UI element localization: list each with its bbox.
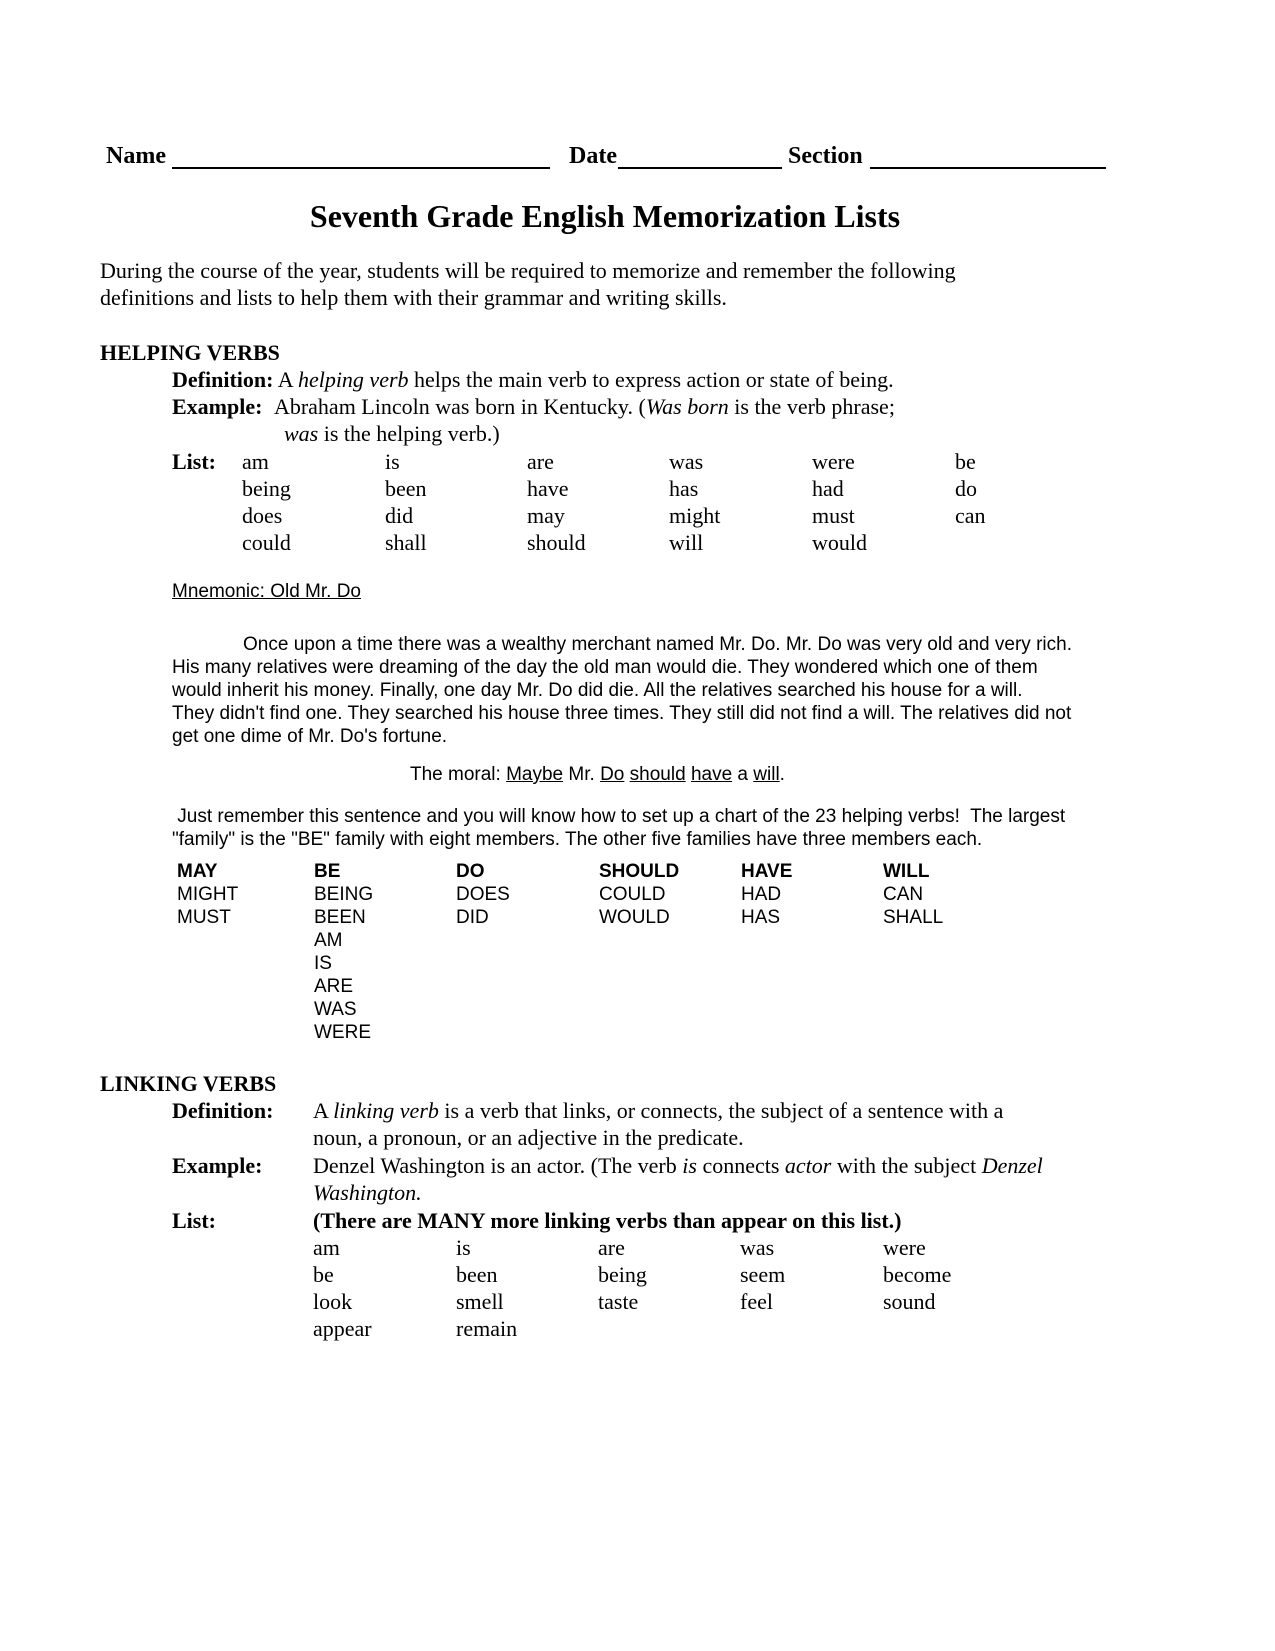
linking-list-item: look [313,1289,353,1314]
linking-list-row [313,1315,1073,1342]
remember-line-2: "family" is the "BE" family with eight members. The other five families have three members each. [172,829,983,850]
helping-list-item: are [527,449,554,474]
family-head: HAVE [741,861,793,882]
linking-definition-line-2: noun, a pronoun, or an adjective in the predicate. [313,1125,744,1150]
family-member: DID [456,907,489,928]
name-field[interactable] [172,145,550,169]
family-column [741,860,792,929]
linking-list-item: smell [456,1289,504,1314]
section-label: Section [788,143,863,169]
helping-definition [172,366,894,394]
linking-list-row [313,1261,1073,1288]
linking-list-label: List: [172,1208,216,1233]
story-line: They didn't find one. They searched his house three times. They still did not find a will. The relatives did not [172,703,1072,724]
moral-word: Maybe [506,764,564,785]
helping-verbs-list [242,448,1122,556]
family-head: SHOULD [599,861,680,882]
moral-prefix: The moral: [410,764,507,785]
helping-example-italic-2: was [284,421,319,446]
helping-example-italic-1: Was born [645,394,729,419]
helping-list-row [242,475,1122,502]
linking-list-row [313,1234,1073,1261]
date-label: Date [569,143,617,169]
helping-list-row [242,502,1122,529]
story-line: would inherit his money. Finally, one day Mr. Do did die. All the relatives searched his house for a will. [172,680,1023,701]
linking-list-item: were [883,1235,926,1260]
linking-list-item: remain [456,1316,518,1341]
section-field[interactable] [870,145,1106,169]
helping-definition-term: helping verb [297,367,409,392]
family-member: MUST [177,907,231,928]
linking-list-item: be [313,1262,334,1287]
family-member: HAD [741,884,782,905]
helping-list-item: should [527,530,586,555]
family-head: BE [314,861,341,882]
family-member: DOES [456,884,510,905]
family-column [883,860,943,929]
family-column [456,860,510,929]
family-column [314,860,373,1044]
family-member: SHALL [883,907,944,928]
linking-example [313,1152,1043,1180]
helping-list-item: were [812,449,855,474]
helping-example [172,393,895,421]
story-line: His many relatives were dreaming of the day the old man would die. They wondered which one of them [172,657,1038,678]
helping-list-item: have [527,476,569,501]
linking-verbs-heading: LINKING VERBS [100,1071,277,1096]
linking-list-item: seem [740,1262,786,1287]
helping-list-item: be [955,449,976,474]
linking-list-row [313,1288,1073,1315]
family-member: CAN [883,884,924,905]
moral-word: should [629,764,686,785]
helping-list-item: would [812,530,867,555]
family-column [177,860,238,929]
linking-verbs-list [313,1234,1073,1342]
family-member: BEING [314,884,374,905]
helping-list-label: List: [172,449,216,474]
family-head: MAY [177,861,218,882]
family-member: BEEN [314,907,366,928]
family-member: AM [314,930,343,951]
linking-list-item: become [883,1262,952,1287]
linking-definition-pre: A [313,1098,334,1123]
linking-example-denzel: Denzel [981,1153,1043,1178]
family-member: COULD [599,884,666,905]
helping-list-item: been [385,476,427,501]
linking-definition [313,1097,1003,1125]
helping-list-item: could [242,530,291,555]
linking-list-note: (There are MANY more linking verbs than appear on this list.) [313,1208,902,1233]
family-member: MIGHT [177,884,239,905]
helping-list-item: do [955,476,977,501]
helping-example-pre: Abraham Lincoln was born in Kentucky. ( [273,394,646,419]
helping-list-item: was [669,449,704,474]
family-head: DO [456,861,485,882]
linking-example-mid-2: with the subject [831,1153,982,1178]
helping-verb-families [177,860,1077,1050]
moral-line [410,763,785,786]
remember-line-1: Just remember this sentence and you will know how to set up a chart of the 23 helping verbs! The largest [172,806,1066,827]
mnemonic-label: Mnemonic: Old Mr. Do [172,581,361,602]
family-member: ARE [314,976,354,997]
linking-list-item: been [456,1262,498,1287]
family-member: IS [314,953,332,974]
linking-list-item: being [598,1262,647,1287]
linking-list-item: appear [313,1316,372,1341]
intro-line-1: During the course of the year, students will be required to memorize and remember the following [100,258,956,283]
page-title: Seventh Grade English Memorization Lists [309,198,901,234]
family-member: WOULD [599,907,670,928]
helping-example-mid: is the verb phrase; [728,394,895,419]
linking-list-item: am [313,1235,340,1260]
family-member: WAS [314,999,357,1020]
family-member: WERE [314,1022,371,1043]
linking-list-item: was [740,1235,775,1260]
linking-example-mid: connects [696,1153,785,1178]
helping-list-item: is [385,449,400,474]
helping-list-item: must [812,503,855,528]
linking-definition-label: Definition: [172,1098,274,1123]
story-line: get one dime of Mr. Do's fortune. [172,726,448,747]
helping-list-item: does [242,503,283,528]
linking-list-item: taste [598,1289,639,1314]
moral-word: Do [600,764,625,785]
linking-list-item: are [598,1235,625,1260]
helping-definition-label: Definition: [172,367,274,392]
helping-list-item: shall [385,530,427,555]
moral-end: . [779,764,785,785]
helping-definition-pre: A [277,367,298,392]
linking-example-is: is [682,1153,697,1178]
helping-example-label: Example: [172,394,263,419]
helping-list-item: has [669,476,699,501]
moral-word: Mr. [568,764,595,785]
linking-list-item: sound [883,1289,936,1314]
date-field[interactable] [618,145,782,169]
helping-definition-post: helps the main verb to express action or state of being. [408,367,894,392]
helping-list-item: will [669,530,704,555]
moral-word: have [690,764,733,785]
moral-word: a [737,764,748,785]
family-member: HAS [741,907,781,928]
family-head: WILL [883,861,930,882]
helping-list-item: might [669,503,721,528]
story-line: Once upon a time there was a wealthy merchant named Mr. Do. Mr. Do was very old and very rich. [243,634,1072,655]
moral-word: will [753,764,780,785]
helping-example-line-2 [284,420,500,448]
helping-list-item: had [812,476,844,501]
helping-list-row [242,529,1122,556]
name-label: Name [106,143,166,169]
linking-example-actor: actor [784,1153,832,1178]
helping-list-row [242,448,1122,475]
linking-example-pre: Denzel Washington is an actor. (The verb [313,1153,683,1178]
linking-example-line-2: Washington. [313,1180,422,1205]
helping-list-item: did [385,503,414,528]
linking-list-item: feel [740,1289,773,1314]
linking-definition-term: linking verb [333,1098,439,1123]
helping-list-item: can [955,503,986,528]
linking-list-item: is [456,1235,471,1260]
linking-definition-post: is a verb that links, or connects, the subject of a sentence with a [438,1098,1004,1123]
helping-list-item: may [527,503,565,528]
family-column [599,860,679,929]
helping-verbs-heading: HELPING VERBS [100,340,280,365]
intro-line-2: definitions and lists to help them with their grammar and writing skills. [100,285,727,310]
helping-list-item: being [242,476,291,501]
linking-example-label: Example: [172,1153,263,1178]
helping-example-post: is the helping verb.) [318,421,500,446]
helping-list-item: am [242,449,269,474]
